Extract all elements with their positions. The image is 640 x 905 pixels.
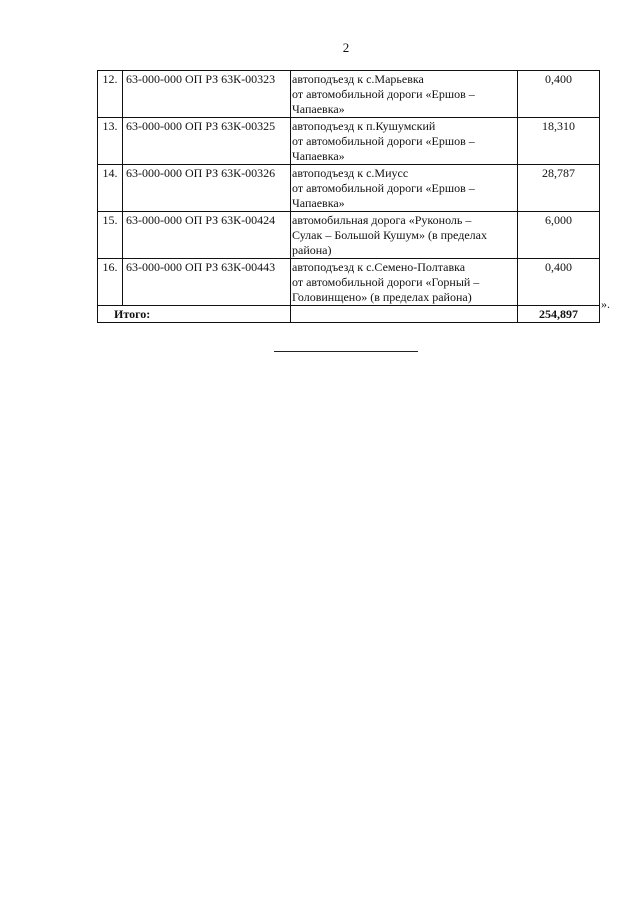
description-line: от автомобильной дороги «Горный – — [292, 275, 480, 289]
end-divider-line — [274, 351, 418, 352]
road-length: 0,400 — [518, 71, 600, 118]
road-code: 63-000-000 ОП РЗ 63К-00424 — [123, 212, 291, 259]
road-code: 63-000-000 ОП РЗ 63К-00323 — [123, 71, 291, 118]
road-length: 28,787 — [518, 165, 600, 212]
row-number: 14. — [98, 165, 123, 212]
road-code: 63-000-000 ОП РЗ 63К-00326 — [123, 165, 291, 212]
roads-table — [97, 70, 600, 323]
table-row — [98, 212, 600, 259]
closing-quote: ». — [601, 297, 610, 311]
road-description — [291, 212, 518, 259]
description-line: от автомобильной дороги «Ершов – — [292, 134, 475, 148]
description-line: автоподъезд к с.Марьевка — [292, 72, 424, 86]
road-description — [291, 118, 518, 165]
road-code: 63-000-000 ОП РЗ 63К-00443 — [123, 259, 291, 306]
description-line: Чапаевка» — [292, 102, 345, 116]
table-row — [98, 118, 600, 165]
table-row — [98, 165, 600, 212]
description-line: района) — [292, 243, 332, 257]
road-length: 6,000 — [518, 212, 600, 259]
row-number: 13. — [98, 118, 123, 165]
row-number: 15. — [98, 212, 123, 259]
road-description — [291, 71, 518, 118]
row-number: 12. — [98, 71, 123, 118]
description-line: автоподъезд к п.Кушумский — [292, 119, 436, 133]
total-row — [98, 306, 600, 323]
description-line: Чапаевка» — [292, 149, 345, 163]
road-code: 63-000-000 ОП РЗ 63К-00325 — [123, 118, 291, 165]
road-length: 0,400 — [518, 259, 600, 306]
description-line: автоподъезд к с.Семено-Полтавка — [292, 260, 466, 274]
table-row — [98, 71, 600, 118]
table-row — [98, 259, 600, 306]
row-number: 16. — [98, 259, 123, 306]
description-line: Сулак – Большой Кушум» (в пределах — [292, 228, 487, 242]
description-line: от автомобильной дороги «Ершов – — [292, 87, 475, 101]
total-value: 254,897 — [518, 306, 600, 323]
total-empty-cell — [291, 306, 518, 323]
description-line: Головинщено» (в пределах района) — [292, 290, 472, 304]
description-line: автоподъезд к с.Миусс — [292, 166, 409, 180]
page-number: 2 — [342, 40, 350, 55]
road-description — [291, 165, 518, 212]
road-description — [291, 259, 518, 306]
description-line: Чапаевка» — [292, 196, 345, 210]
description-line: автомобильная дорога «Руконоль – — [292, 213, 472, 227]
road-length: 18,310 — [518, 118, 600, 165]
description-line: от автомобильной дороги «Ершов – — [292, 181, 475, 195]
total-label: Итого: — [98, 306, 291, 323]
